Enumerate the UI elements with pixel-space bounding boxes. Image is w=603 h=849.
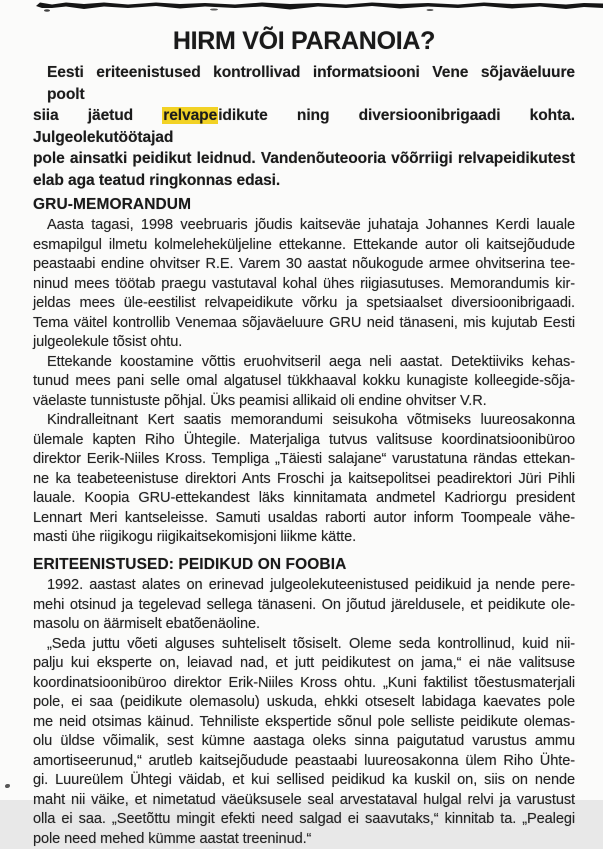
text-segment: mehi otsinud ja tegelevad sellega tänaseni. On jõutud järeldusele, et peidikute ole- <box>33 597 575 613</box>
text-line <box>33 353 575 373</box>
text-segment: palju kui eksperte on, leiavad nad, et jutt peidikutest on jama,“ ei näe valitsuse <box>33 655 575 671</box>
text-line <box>33 170 575 192</box>
text-line <box>33 255 575 275</box>
text-line <box>33 275 575 295</box>
text-line <box>33 148 575 170</box>
article-section <box>33 196 575 548</box>
text-segment: Eesti eriteenistused kontrollivad informatsiooni Vene sõjaväeluure poolt <box>47 64 575 103</box>
text-segment: ne ka teabeteenistuse direktori Ants Froschi ja kaitsepolitsei peadirektori Jüri Pihli <box>33 471 575 487</box>
text-line <box>33 509 575 529</box>
paragraph <box>33 576 575 635</box>
text-line <box>33 693 575 713</box>
text-line <box>33 713 575 733</box>
text-line <box>33 596 575 616</box>
text-line <box>33 314 575 334</box>
text-line <box>33 294 575 314</box>
text-line <box>33 635 575 655</box>
text-line <box>33 470 575 490</box>
text-line <box>33 732 575 752</box>
paragraph <box>33 411 575 548</box>
text-segment: ninud mees töötab praegu vastutaval kohal ühes riigiasutuses. Memorandumis kir- <box>33 276 575 292</box>
text-line <box>33 810 575 830</box>
text-line <box>33 411 575 431</box>
article-title: HIRM VÕI PARANOIA? <box>33 27 575 55</box>
text-line <box>33 62 575 105</box>
section-paragraphs <box>33 216 575 548</box>
text-line <box>33 236 575 256</box>
text-segment: olla ei saa. „Seetõttu mingit efekti need salgad ei saavutaks,“ kinnitab ta. „Pealegi <box>33 811 575 827</box>
section-heading: ERITEENISTUSED: PEIDIKUD ON FOOBIA <box>33 556 575 573</box>
text-segment: maht nii väike, et nimetatud väeüksusele seal arvestataval hulgal relvi ja varustust <box>33 792 575 808</box>
text-segment: gi. Luureülem Ühtegi väidab, et kui sellised peidikud ka kuskil on, siis on nende <box>33 772 575 788</box>
text-segment: Tema väitel kontrollib Venemaa sõjaväeluure GRU neid tänaseni, mis kujutab Eesti <box>33 315 575 331</box>
text-segment: pole, ei saa (peidikute olemasolu) uskuda, ehkki otseselt labidaga kaevates pole <box>33 694 575 710</box>
text-segment: ülemale kapten Riho Ühtegile. Materjaliga tutvus valitsuse koordinatsioonibüroo <box>33 432 575 448</box>
text-line <box>33 216 575 236</box>
text-segment: idikute ning diversioonibrigaadi kohta. Julgeolekutöötajad <box>33 107 575 146</box>
text-line <box>33 333 575 353</box>
text-segment: pole need mehed kümme aastat treeninud.“ <box>33 831 311 847</box>
section-heading: GRU-MEMORANDUM <box>33 196 575 213</box>
text-line <box>33 615 575 635</box>
lead-paragraph <box>33 62 575 191</box>
text-segment: Aasta tagasi, 1998 veebruaris jõudis kaitseväe juhataja Johannes Kerdi lauale <box>47 217 575 233</box>
text-line <box>33 105 575 148</box>
text-segment: Ettekande koostamine võttis eruohvitseril aega neli aastat. Detektiiviks kehas- <box>47 354 575 370</box>
paragraph <box>33 635 575 849</box>
paragraph <box>33 62 575 191</box>
text-segment: 1992. aastast alates on erinevad julgeolekuteenistused peidikuid ja nende pere- <box>47 577 575 593</box>
text-line <box>33 450 575 470</box>
text-line <box>33 791 575 811</box>
article <box>33 0 575 849</box>
text-line <box>33 431 575 451</box>
text-segment: direktor Eerik-Niiles Kross. Templiga „Täiesti salajane“ varustatuna rändas ettekan- <box>33 451 575 467</box>
text-line <box>33 528 575 548</box>
text-segment: masolu on äärmiselt ebatõenäoline. <box>33 616 260 632</box>
text-segment: siia jäetud <box>33 107 162 124</box>
ink-speck <box>5 784 10 788</box>
text-line <box>33 576 575 596</box>
text-line <box>33 372 575 392</box>
text-line <box>33 830 575 849</box>
text-line <box>33 392 575 412</box>
text-line <box>33 489 575 509</box>
text-segment: pole ainsatki peidikut leidnud. Vandenõuteooria võõrriigi relvapeidikutest <box>33 150 575 167</box>
text-segment: me neid otsimas käinud. Tehniliste ekspertide sõnul pole selliste peidikute olemas- <box>33 714 575 730</box>
text-segment: Lennart Meri kantseleisse. Samuti usaldas raborti autor inform Toompeale vähe- <box>33 510 575 526</box>
text-segment: lauale. Koopia GRU-ettekandest läks kinnitamata andmetel Kadriorgu president <box>33 490 575 506</box>
text-segment: elab aga teatud ringkonnas edasi. <box>33 172 280 189</box>
paragraph <box>33 216 575 353</box>
article-body <box>33 196 575 849</box>
article-section <box>33 556 575 849</box>
text-segment: tunud mees pani selle omal algatusel tükkhaaval kokku kunagiste kolleegide-sõja- <box>33 373 575 389</box>
text-segment: „Seda juttu võeti alguses suhteliselt tõsiselt. Oleme seda kontrollinud, kuid nii- <box>47 636 575 652</box>
text-line <box>33 654 575 674</box>
text-segment: amortiseerunud,“ arutleb kaitsejõudude peastaabi luureosakonna ülem Riho Ühte- <box>33 753 575 769</box>
text-segment: masti ühe riigikogu riigikaitsekomisjoni liikme kätte. <box>33 529 356 545</box>
section-paragraphs <box>33 576 575 849</box>
highlighted-term: relvape <box>162 107 218 124</box>
text-segment: olu üldse võimalik, sest kümne aastaga oleks sinna paigutatud varustus ammu <box>33 733 575 749</box>
text-segment: julgeolekule tõsist ohtu. <box>33 334 182 350</box>
text-segment: esmapilgul ilmetu kolmeleheküljeline ettekanne. Ettekande autor oli kaitsejõudude <box>33 237 575 253</box>
paragraph <box>33 353 575 412</box>
text-line <box>33 752 575 772</box>
text-segment: koordinatsioonibüroo direktor Erik-Niiles Kross ohtu. „Kuni faktilist tõestusmaterjali <box>33 675 575 691</box>
text-line <box>33 771 575 791</box>
text-segment: Kindralleitnant Kert saatis memorandumi seisukoha võtmiseks luureosakonna <box>47 412 575 428</box>
text-segment: jeldas mees üle-eestilist relvapeidikute võrku ja spetsiaalset diversioonibrigaadi. <box>33 295 575 311</box>
text-segment: peastaabi endine ohvitser R.E. Varem 30 aastat nõukogude armee ohvitserina tee- <box>33 256 575 272</box>
text-segment: väelaste tunnistuste põhjal. Üks peamisi allikaid oli endine ohvitser V.R. <box>33 393 487 409</box>
text-line <box>33 674 575 694</box>
